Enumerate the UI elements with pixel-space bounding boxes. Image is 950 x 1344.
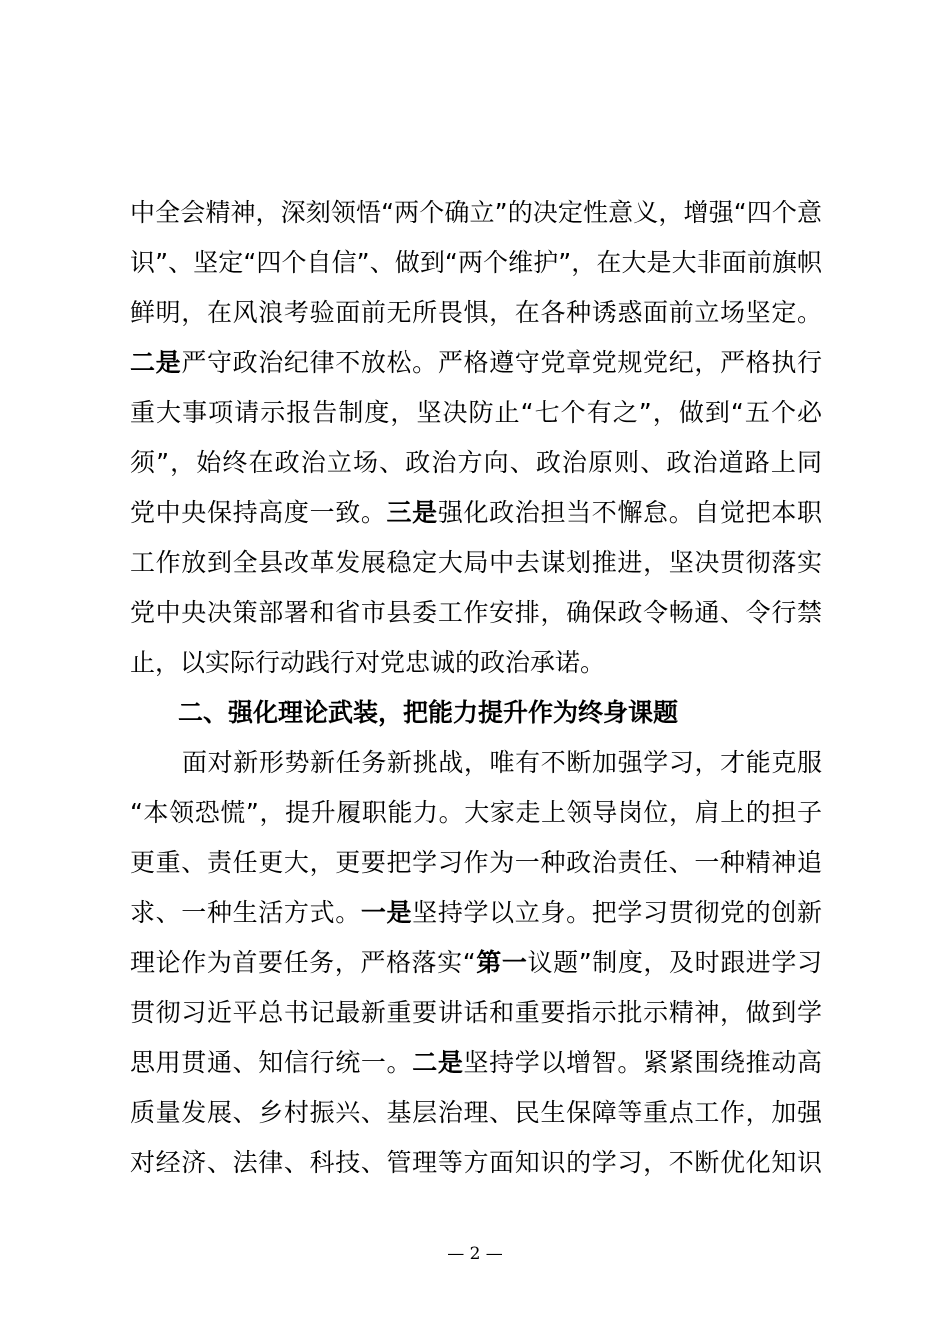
text-segment: 重大事项请示报告制度，坚决防止“七个有之”，做到“五个必 — [130, 398, 822, 427]
text-segment: 中全会精神，深刻领悟“两个确立”的决定性意义，增强“四个意 — [130, 198, 822, 227]
bold-phrase: 一是 — [360, 898, 413, 927]
text-segment: 二、强化理论武装，把能力提升作为终身课题 — [178, 698, 679, 727]
text-line — [182, 745, 822, 781]
text-segment: 议题”制度，及时跟进学习 — [527, 948, 823, 977]
text-line — [130, 495, 822, 531]
text-segment: 止，以实际行动践行对党忠诚的政治承诺。 — [130, 648, 606, 677]
text-segment: 对经济、法律、科技、管理等方面知识的学习，不断优化知识 — [130, 1148, 822, 1177]
text-segment: 贯彻习近平总书记最新重要讲话和重要指示批示精神，做到学 — [130, 998, 822, 1027]
text-line — [130, 945, 822, 981]
text-segment: 理论作为首要任务，严格落实“ — [130, 948, 476, 977]
text-line — [130, 195, 822, 231]
text-segment: 强化政治担当不懈怠。自觉把本职 — [437, 498, 822, 527]
text-line — [130, 245, 822, 281]
text-line — [130, 995, 822, 1031]
text-line — [130, 295, 822, 331]
text-line — [130, 345, 822, 381]
bold-phrase: 第一 — [475, 948, 528, 977]
page-number: — 2 — — [447, 1244, 503, 1264]
text-segment: 鲜明，在风浪考验面前无所畏惧，在各种诱惑面前立场坚定。 — [130, 298, 822, 327]
text-line — [130, 845, 822, 881]
text-segment: 思用贯通、知信行统一。 — [130, 1048, 413, 1077]
text-line — [130, 445, 822, 481]
bold-phrase: 二是 — [130, 348, 182, 377]
bold-phrase: 三是 — [386, 498, 438, 527]
text-segment: 党中央保持高度一致。 — [130, 498, 387, 527]
text-segment: 质量发展、乡村振兴、基层治理、民生保障等重点工作，加强 — [130, 1098, 822, 1127]
text-segment: 识”、坚定“四个自信”、做到“两个维护”，在大是大非面前旗帜 — [130, 248, 822, 277]
text-segment: 求、一种生活方式。 — [130, 898, 361, 927]
text-line — [130, 795, 822, 831]
text-line — [130, 895, 822, 931]
text-segment: 坚持学以立身。把学习贯彻党的创新 — [412, 898, 822, 927]
text-line — [130, 595, 822, 631]
text-line — [130, 395, 822, 431]
text-segment: 更重、责任更大，更要把学习作为一种政治责任、一种精神追 — [130, 848, 822, 877]
bold-phrase: 二是 — [412, 1048, 464, 1077]
text-line — [130, 645, 822, 681]
text-line — [130, 1095, 822, 1131]
text-segment: 须”，始终在政治立场、政治方向、政治原则、政治道路上同 — [130, 448, 822, 477]
text-segment: 严守政治纪律不放松。严格遵守党章党规党纪，严格执行 — [181, 348, 822, 377]
text-line — [130, 1045, 822, 1081]
text-segment: “本领恐慌”，提升履职能力。大家走上领导岗位，肩上的担子 — [130, 798, 822, 827]
text-segment: 面对新形势新任务新挑战，唯有不断加强学习，才能克服 — [182, 748, 822, 777]
text-segment: 工作放到全县改革发展稳定大局中去谋划推进，坚决贯彻落实 — [130, 548, 822, 577]
text-line — [130, 545, 822, 581]
text-segment: 坚持学以增智。紧紧围绕推动高 — [463, 1048, 822, 1077]
text-segment: 党中央决策部署和省市县委工作安排，确保政令畅通、令行禁 — [130, 598, 822, 627]
text-line — [130, 1145, 822, 1181]
section-heading — [178, 695, 870, 731]
